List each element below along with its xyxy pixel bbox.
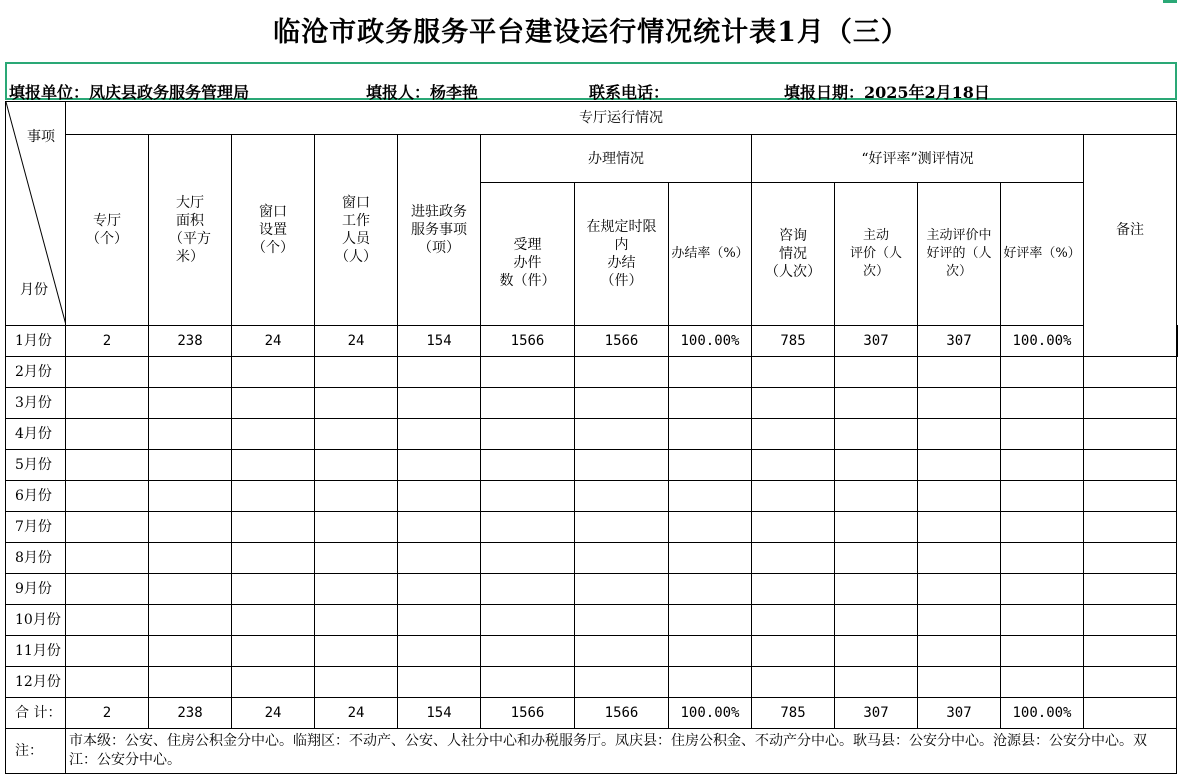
col-header-active-rating: 主动 评价（人 次） xyxy=(835,183,918,326)
diagonal-header-cell xyxy=(6,102,66,326)
cell-accepted[interactable] xyxy=(481,636,575,667)
cell-windows[interactable] xyxy=(232,667,315,698)
cell-accepted[interactable] xyxy=(481,481,575,512)
cell-active-rating[interactable] xyxy=(835,388,918,419)
cell-completion-rate[interactable]: 100.00% xyxy=(669,698,752,729)
cell-remarks[interactable] xyxy=(1084,636,1177,667)
cell-windows[interactable] xyxy=(232,512,315,543)
cell-good-rate[interactable] xyxy=(1001,357,1084,388)
col-header-area: 大厅 面积 （平方 米） xyxy=(149,135,232,326)
cell-halls[interactable] xyxy=(66,481,149,512)
cell-good-rate[interactable] xyxy=(1001,667,1084,698)
table-row xyxy=(6,388,1178,419)
cell-area[interactable] xyxy=(149,636,232,667)
cell-good-rating[interactable] xyxy=(918,667,1001,698)
cell-active-rating[interactable] xyxy=(835,481,918,512)
row-label[interactable]: 2月份 xyxy=(6,357,66,388)
cell-consultation[interactable] xyxy=(752,574,835,605)
cell-active-rating[interactable] xyxy=(835,450,918,481)
cell-remarks[interactable] xyxy=(1084,481,1177,512)
cell-remarks[interactable] xyxy=(1084,574,1177,605)
cell-consultation[interactable] xyxy=(752,636,835,667)
total-row xyxy=(6,698,1178,729)
cell-remarks[interactable] xyxy=(1177,326,1178,357)
cell-remarks[interactable] xyxy=(1084,419,1177,450)
cell-ontime[interactable] xyxy=(575,543,669,574)
cell-active-rating[interactable]: 307 xyxy=(835,326,918,357)
cell-good-rate[interactable] xyxy=(1001,481,1084,512)
cell-halls[interactable]: 2 xyxy=(66,326,149,357)
table-row xyxy=(6,605,1178,636)
cell-windows[interactable] xyxy=(232,450,315,481)
cell-service-items[interactable] xyxy=(398,419,481,450)
cell-ontime[interactable] xyxy=(575,636,669,667)
cell-remarks[interactable] xyxy=(1084,605,1177,636)
cell-staff[interactable] xyxy=(315,450,398,481)
cell-accepted[interactable] xyxy=(481,605,575,636)
row-label[interactable]: 9月份 xyxy=(6,574,66,605)
cell-completion-rate[interactable] xyxy=(669,636,752,667)
table-row xyxy=(6,481,1178,512)
cell-windows[interactable]: 24 xyxy=(232,326,315,357)
group-header-hall-operation: 专厅运行情况 xyxy=(66,102,1177,135)
group-header-rating: “好评率”测评情况 xyxy=(752,135,1084,183)
cell-windows[interactable] xyxy=(232,543,315,574)
cell-service-items[interactable] xyxy=(398,481,481,512)
cell-staff[interactable]: 24 xyxy=(315,326,398,357)
cell-consultation[interactable] xyxy=(752,419,835,450)
cell-service-items[interactable]: 154 xyxy=(398,326,481,357)
cell-completion-rate[interactable] xyxy=(669,419,752,450)
cell-remarks[interactable] xyxy=(1084,512,1177,543)
cell-consultation[interactable] xyxy=(752,388,835,419)
cell-service-items[interactable] xyxy=(398,543,481,574)
cell-good-rate[interactable]: 100.00% xyxy=(1001,698,1084,729)
cell-active-rating[interactable] xyxy=(835,605,918,636)
cell-consultation[interactable] xyxy=(752,357,835,388)
cell-area[interactable] xyxy=(149,481,232,512)
cell-service-items[interactable] xyxy=(398,388,481,419)
cell-accepted[interactable] xyxy=(481,543,575,574)
cell-staff[interactable] xyxy=(315,357,398,388)
row-label[interactable]: 8月份 xyxy=(6,543,66,574)
cell-active-rating[interactable] xyxy=(835,512,918,543)
cell-windows[interactable] xyxy=(232,419,315,450)
table-row xyxy=(6,636,1178,667)
cell-area[interactable] xyxy=(149,543,232,574)
cell-ontime[interactable] xyxy=(575,388,669,419)
row-label[interactable]: 3月份 xyxy=(6,388,66,419)
cell-service-items[interactable] xyxy=(398,512,481,543)
cell-good-rating[interactable] xyxy=(918,636,1001,667)
cell-staff[interactable] xyxy=(315,667,398,698)
cell-windows[interactable] xyxy=(232,481,315,512)
col-header-windows: 窗口 设置 （个） xyxy=(232,135,315,326)
cell-area[interactable] xyxy=(149,667,232,698)
cell-consultation[interactable] xyxy=(752,512,835,543)
cell-completion-rate[interactable] xyxy=(669,450,752,481)
cell-area[interactable] xyxy=(149,605,232,636)
cell-halls[interactable] xyxy=(66,667,149,698)
cell-remarks[interactable] xyxy=(1084,357,1177,388)
cell-consultation[interactable] xyxy=(752,605,835,636)
col-header-halls: 专厅 （个） xyxy=(66,135,149,326)
cell-consultation[interactable]: 785 xyxy=(752,698,835,729)
cell-windows[interactable]: 24 xyxy=(232,698,315,729)
cell-ontime[interactable]: 1566 xyxy=(575,698,669,729)
cell-service-items[interactable] xyxy=(398,357,481,388)
col-header-good-rating: 主动评价中 好评的（人 次） xyxy=(918,183,1001,326)
col-header-service-items: 进驻政务 服务事项 （项） xyxy=(398,135,481,326)
cell-good-rating[interactable] xyxy=(918,605,1001,636)
statistics-table xyxy=(5,101,1178,774)
cell-accepted[interactable] xyxy=(481,419,575,450)
cell-area[interactable] xyxy=(149,388,232,419)
table-row xyxy=(6,450,1178,481)
note-text[interactable]: 市本级：公安、住房公积金分中心。临翔区：不动产、公安、人社分中心和办税服务厅。凤庆县：住房公积金、不动产分中心。耿马县：公安分中心。沧源县：公安分中心。双江：公安分中心。 xyxy=(66,729,1177,774)
cell-staff[interactable] xyxy=(315,543,398,574)
cell-active-rating[interactable] xyxy=(835,574,918,605)
cell-staff[interactable]: 24 xyxy=(315,698,398,729)
cell-ontime[interactable] xyxy=(575,481,669,512)
cell-good-rate[interactable] xyxy=(1001,388,1084,419)
cell-ontime[interactable] xyxy=(575,450,669,481)
cell-halls[interactable] xyxy=(66,388,149,419)
cell-consultation[interactable] xyxy=(752,543,835,574)
cell-accepted[interactable] xyxy=(481,667,575,698)
cell-windows[interactable] xyxy=(232,574,315,605)
cell-windows[interactable] xyxy=(232,357,315,388)
cell-accepted[interactable] xyxy=(481,512,575,543)
col-header-staff: 窗口 工作 人员 （人） xyxy=(315,135,398,326)
month-axis-label: 月份 xyxy=(20,282,48,298)
cell-halls[interactable]: 2 xyxy=(66,698,149,729)
row-label[interactable]: 11月份 xyxy=(6,636,66,667)
cell-good-rate[interactable] xyxy=(1001,543,1084,574)
cell-active-rating[interactable]: 307 xyxy=(835,698,918,729)
cell-good-rating[interactable]: 307 xyxy=(918,326,1001,357)
cell-service-items[interactable] xyxy=(398,605,481,636)
cell-accepted[interactable] xyxy=(481,574,575,605)
cell-completion-rate[interactable] xyxy=(669,574,752,605)
cell-good-rate[interactable] xyxy=(1001,636,1084,667)
col-header-good-rate: 好评率（%） xyxy=(1001,183,1084,326)
col-header-ontime: 在规定时限 内 办结 （件） xyxy=(575,183,669,326)
contact-phone: 联系电话： xyxy=(589,83,670,102)
cell-halls[interactable] xyxy=(66,636,149,667)
cell-completion-rate[interactable] xyxy=(669,481,752,512)
cell-good-rate[interactable] xyxy=(1001,605,1084,636)
cell-staff[interactable] xyxy=(315,419,398,450)
cell-ontime[interactable] xyxy=(575,574,669,605)
cell-good-rating[interactable] xyxy=(918,357,1001,388)
cell-ontime[interactable] xyxy=(575,667,669,698)
cell-completion-rate[interactable] xyxy=(669,667,752,698)
cell-service-items[interactable] xyxy=(398,636,481,667)
cell-service-items[interactable] xyxy=(398,574,481,605)
reporting-unit: 填报单位：凤庆县政务服务管理局 xyxy=(9,83,250,102)
cell-staff[interactable] xyxy=(315,512,398,543)
cell-completion-rate[interactable] xyxy=(669,605,752,636)
cell-consultation[interactable] xyxy=(752,667,835,698)
table-row xyxy=(6,667,1178,698)
table-row xyxy=(6,574,1178,605)
cell-good-rating[interactable] xyxy=(918,388,1001,419)
cell-area[interactable] xyxy=(149,450,232,481)
cell-staff[interactable] xyxy=(315,388,398,419)
cell-good-rate[interactable] xyxy=(1001,574,1084,605)
cell-remarks[interactable] xyxy=(1084,543,1177,574)
note-row xyxy=(6,729,1178,774)
row-label[interactable]: 4月份 xyxy=(6,419,66,450)
report-date: 填报日期：2025年2月18日 xyxy=(784,83,990,102)
table-row xyxy=(6,326,1178,357)
cell-completion-rate[interactable] xyxy=(669,543,752,574)
cell-accepted[interactable] xyxy=(481,357,575,388)
cell-good-rating[interactable] xyxy=(918,543,1001,574)
row-label[interactable]: 5月份 xyxy=(6,450,66,481)
col-header-remarks: 备注 xyxy=(1084,135,1177,357)
cell-good-rating[interactable] xyxy=(918,574,1001,605)
cell-active-rating[interactable] xyxy=(835,667,918,698)
cell-active-rating[interactable] xyxy=(835,419,918,450)
cell-remarks[interactable] xyxy=(1084,388,1177,419)
col-header-completion-rate: 办结率（%） xyxy=(669,183,752,326)
cell-area[interactable]: 238 xyxy=(149,326,232,357)
row-label[interactable]: 合 计： xyxy=(6,698,66,729)
cell-ontime[interactable]: 1566 xyxy=(575,326,669,357)
cell-halls[interactable] xyxy=(66,357,149,388)
row-label[interactable]: 1月份 xyxy=(6,326,66,357)
item-axis-label: 事项 xyxy=(27,129,55,145)
cell-active-rating[interactable] xyxy=(835,357,918,388)
cell-area[interactable] xyxy=(149,574,232,605)
cell-ontime[interactable] xyxy=(575,357,669,388)
cell-accepted[interactable]: 1566 xyxy=(481,698,575,729)
cell-halls[interactable] xyxy=(66,450,149,481)
cell-consultation[interactable]: 785 xyxy=(752,326,835,357)
cell-area[interactable] xyxy=(149,419,232,450)
cell-ontime[interactable] xyxy=(575,512,669,543)
row-label[interactable]: 12月份 xyxy=(6,667,66,698)
cell-consultation[interactable] xyxy=(752,450,835,481)
table-row xyxy=(6,419,1178,450)
cell-good-rate[interactable] xyxy=(1001,450,1084,481)
group-header-handling: 办理情况 xyxy=(481,135,752,183)
cell-accepted[interactable] xyxy=(481,450,575,481)
cell-completion-rate[interactable] xyxy=(669,512,752,543)
cell-completion-rate[interactable] xyxy=(669,388,752,419)
cell-halls[interactable] xyxy=(66,512,149,543)
cell-completion-rate[interactable]: 100.00% xyxy=(669,326,752,357)
cell-remarks[interactable] xyxy=(1084,698,1177,729)
cell-remarks[interactable] xyxy=(1084,450,1177,481)
cell-staff[interactable] xyxy=(315,574,398,605)
cell-good-rate[interactable] xyxy=(1001,419,1084,450)
cell-good-rate[interactable]: 100.00% xyxy=(1001,326,1084,357)
cell-area[interactable] xyxy=(149,512,232,543)
table-row xyxy=(6,543,1178,574)
cell-ontime[interactable] xyxy=(575,605,669,636)
row-label[interactable]: 10月份 xyxy=(6,605,66,636)
cell-active-rating[interactable] xyxy=(835,636,918,667)
row-label[interactable]: 7月份 xyxy=(6,512,66,543)
col-header-consultation: 咨询 情况 （人次） xyxy=(752,183,835,326)
cell-area[interactable]: 238 xyxy=(149,698,232,729)
cell-accepted[interactable]: 1566 xyxy=(481,326,575,357)
table-row xyxy=(6,512,1178,543)
cell-good-rating[interactable] xyxy=(918,419,1001,450)
cell-good-rating[interactable]: 307 xyxy=(918,698,1001,729)
cell-halls[interactable] xyxy=(66,605,149,636)
cell-good-rate[interactable] xyxy=(1001,512,1084,543)
cell-windows[interactable] xyxy=(232,636,315,667)
cell-windows[interactable] xyxy=(232,388,315,419)
cell-good-rating[interactable] xyxy=(918,450,1001,481)
cell-staff[interactable] xyxy=(315,636,398,667)
cell-ontime[interactable] xyxy=(575,419,669,450)
cell-staff[interactable] xyxy=(315,481,398,512)
cell-consultation[interactable] xyxy=(752,481,835,512)
cell-completion-rate[interactable] xyxy=(669,357,752,388)
note-label: 注： xyxy=(6,729,66,774)
cell-service-items[interactable] xyxy=(398,667,481,698)
col-header-accepted: 受理 办件 数（件） xyxy=(481,183,575,326)
cell-area[interactable] xyxy=(149,357,232,388)
cell-halls[interactable] xyxy=(66,574,149,605)
row-label[interactable]: 6月份 xyxy=(6,481,66,512)
cell-service-items[interactable]: 154 xyxy=(398,698,481,729)
cell-active-rating[interactable] xyxy=(835,543,918,574)
cell-accepted[interactable] xyxy=(481,388,575,419)
cell-windows[interactable] xyxy=(232,605,315,636)
reporter-name: 填报人：杨李艳 xyxy=(366,83,479,102)
cell-staff[interactable] xyxy=(315,605,398,636)
cell-service-items[interactable] xyxy=(398,450,481,481)
cell-good-rating[interactable] xyxy=(918,512,1001,543)
cell-halls[interactable] xyxy=(66,419,149,450)
table-row xyxy=(6,357,1178,388)
cell-remarks[interactable] xyxy=(1084,667,1177,698)
cell-good-rating[interactable] xyxy=(918,481,1001,512)
cell-halls[interactable] xyxy=(66,543,149,574)
page-title: 临沧市政务服务平台建设运行情况统计表1月（三） xyxy=(273,17,909,48)
